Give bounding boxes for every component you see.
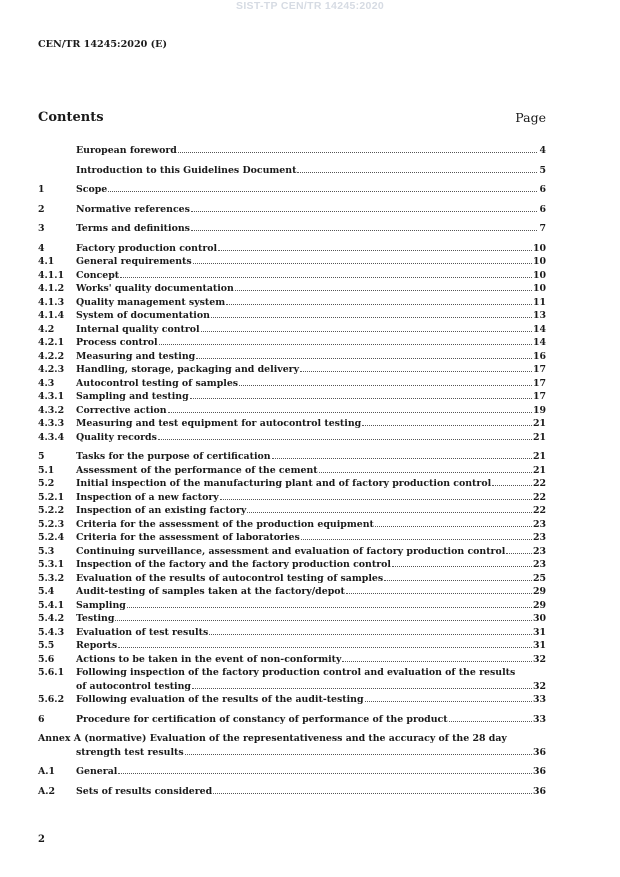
page-number: 2 [38, 834, 45, 845]
toc-entry-title-line2: of autocontrol testing [76, 680, 191, 692]
toc-entry[interactable] [38, 785, 546, 799]
toc-entry-title: Procedure for certification of constancy of performance of the product [76, 713, 448, 725]
toc-entry[interactable] [38, 296, 546, 310]
watermark: SIST-TP CEN/TR 14245:2020 [236, 0, 384, 12]
toc-entry[interactable] [38, 282, 546, 296]
toc-entry-page: 21 [532, 451, 546, 462]
toc-entry-page: 23 [532, 518, 546, 530]
toc-entry-title: Criteria for the assessment of laboratories [76, 532, 300, 543]
toc-entry[interactable] [38, 504, 546, 518]
toc-entry-title: Sampling and testing [76, 391, 189, 402]
dot-leader [239, 385, 532, 386]
toc-entry[interactable] [38, 491, 546, 505]
toc-entry-title: Quality records [76, 431, 157, 443]
toc-entry-title: Sets of results considered [76, 785, 213, 797]
toc-entry-title: Measuring and test equipment for autocontrol testing [76, 418, 362, 429]
toc-entry-number: 5.2.4 [38, 532, 65, 543]
dot-leader [115, 620, 532, 621]
toc-entry[interactable] [38, 558, 546, 572]
dot-leader [297, 172, 537, 173]
toc-entry-page: 23 [532, 532, 546, 543]
toc-entry[interactable] [38, 585, 546, 599]
toc-entry-page: 36 [532, 746, 546, 758]
toc-entry-page: 29 [532, 599, 546, 611]
toc-entry-page: 17 [532, 391, 546, 402]
toc-entry-number: 4.2 [38, 323, 55, 335]
dot-leader [247, 512, 532, 513]
dot-leader [384, 580, 532, 581]
toc-entry-page: 22 [532, 478, 546, 489]
toc-entry-title: Inspection of a new factory [76, 491, 219, 503]
toc-entry-number: 3 [38, 223, 45, 234]
contents-header [38, 110, 546, 130]
toc-entry[interactable] [38, 477, 546, 491]
toc-entry[interactable] [38, 222, 546, 236]
toc-entry[interactable] [38, 309, 546, 323]
dot-leader [159, 344, 532, 345]
toc-entry[interactable] [38, 255, 546, 269]
toc-entry-title: Terms and definitions [76, 223, 190, 234]
toc-entry[interactable] [38, 518, 546, 532]
toc-entry-page: 36 [532, 785, 546, 797]
toc-entry-page: 31 [532, 640, 546, 651]
toc-entry-page: 23 [532, 545, 546, 557]
toc-entry-page: 4 [539, 145, 546, 156]
toc-entry[interactable] [38, 666, 546, 693]
toc-entry-page: 6 [539, 203, 546, 215]
toc-entry-title-continued [76, 680, 546, 694]
toc-entry-number: 6 [38, 713, 45, 725]
toc-entry[interactable] [38, 242, 546, 256]
toc-entry[interactable] [38, 417, 546, 431]
toc-entry-title: Measuring and testing [76, 350, 196, 362]
toc-entry-page: 16 [532, 350, 546, 362]
toc-entry-title: Evaluation of test results [76, 626, 209, 638]
toc-entry[interactable] [38, 545, 546, 559]
toc-entry[interactable] [38, 377, 546, 391]
toc-entry[interactable] [38, 404, 546, 418]
toc-entry-number: 5.6 [38, 653, 55, 665]
toc-entry[interactable] [38, 531, 546, 545]
toc-entry[interactable] [38, 390, 546, 404]
toc-entry[interactable] [38, 183, 546, 197]
toc-entry-number: 4.3 [38, 377, 55, 389]
toc-entry-page: 33 [532, 694, 546, 705]
toc-entry-title: Following evaluation of the results of the audit-testing [76, 694, 364, 705]
toc-entry-title: Criteria for the assessment of the production equipment [76, 518, 374, 530]
annex-title: Annex A (normative) Evaluation of the representativeness and the accuracy of the 28 day [38, 733, 507, 744]
toc-entry-page: 6 [539, 184, 546, 195]
toc-entry-title: Concept [76, 269, 120, 281]
dot-leader [168, 412, 532, 413]
document-id: CEN/TR 14245:2020 (E) [38, 39, 168, 50]
toc-entry-page: 21 [532, 418, 546, 429]
toc-entry[interactable] [38, 144, 546, 158]
dot-leader [301, 539, 532, 540]
toc-entry-number: 2 [38, 203, 45, 215]
toc-entry-title: Reports [76, 640, 118, 651]
toc-entry-number: 5.3.1 [38, 559, 65, 570]
toc-entry-title: Handling, storage, packaging and delivery [76, 364, 300, 375]
dot-leader [209, 634, 532, 635]
toc-entry[interactable] [38, 599, 546, 613]
toc-entry-number: 5.4.1 [38, 599, 65, 611]
table-of-contents [38, 144, 546, 798]
toc-entry[interactable] [38, 336, 546, 350]
toc-entry-page: 29 [532, 586, 546, 597]
dot-leader [365, 701, 532, 702]
toc-entry[interactable] [38, 626, 546, 640]
toc-entry-title: Continuing surveillance, assessment and evaluation of factory production control [76, 545, 506, 557]
toc-entry-page: 10 [532, 269, 546, 281]
dot-leader [392, 566, 532, 567]
toc-entry-number: A.2 [38, 785, 56, 797]
toc-entry[interactable] [38, 612, 546, 626]
toc-entry-page: 5 [539, 164, 546, 176]
contents-title: Contents [38, 110, 104, 125]
toc-entry-page: 32 [532, 680, 546, 692]
toc-entry-number: 5.4 [38, 586, 55, 597]
toc-entry[interactable] [38, 363, 546, 377]
toc-entry-annex-a[interactable] [38, 732, 546, 759]
dot-leader [118, 773, 532, 774]
toc-entry-page: 21 [532, 431, 546, 443]
toc-entry[interactable] [38, 323, 546, 337]
toc-entry[interactable] [38, 350, 546, 364]
toc-entry-page: 10 [532, 242, 546, 254]
toc-entry-number: 5.2.3 [38, 518, 65, 530]
toc-entry-number: 4.2.3 [38, 364, 65, 375]
toc-entry-number: 4.3.3 [38, 418, 65, 429]
dot-leader [196, 358, 532, 359]
toc-entry-page: 32 [532, 653, 546, 665]
toc-entry[interactable] [38, 572, 546, 586]
toc-entry-number: 4.3.1 [38, 391, 65, 402]
toc-entry-number: 5.4.3 [38, 626, 65, 638]
toc-entry-number: 5.2.2 [38, 505, 65, 516]
annex-title-continued [38, 746, 546, 760]
toc-entry-page: 14 [532, 337, 546, 348]
toc-entry-number: 5.3 [38, 545, 55, 557]
dot-leader [213, 793, 532, 794]
dot-leader [118, 647, 532, 648]
toc-entry-page: 14 [532, 323, 546, 335]
toc-entry-page: 23 [532, 559, 546, 570]
toc-entry[interactable] [38, 464, 546, 478]
dot-leader [506, 553, 532, 554]
toc-entry-number: 5.2.1 [38, 491, 65, 503]
toc-entry-title: Introduction to this Guidelines Document [76, 164, 297, 176]
toc-entry-title: Works' quality documentation [76, 283, 234, 294]
toc-entry-page: 22 [532, 505, 546, 516]
toc-entry-title: Corrective action [76, 404, 167, 416]
toc-entry-number: 1 [38, 184, 45, 195]
dot-leader [342, 661, 532, 662]
toc-entry-title: Following inspection of the factory production control and evaluation of the results [76, 667, 516, 678]
toc-entry-title: Initial inspection of the manufacturing plant and of factory production control [76, 478, 492, 489]
toc-entry-number: 4.2.1 [38, 337, 65, 348]
toc-entry-page: 31 [532, 626, 546, 638]
toc-entry-number: 4.1 [38, 256, 55, 267]
dot-leader [362, 425, 532, 426]
toc-entry-page: 7 [539, 223, 546, 234]
dot-leader [108, 191, 537, 192]
toc-entry-title: Tasks for the purpose of certification [76, 451, 271, 462]
toc-entry-number: 5.1 [38, 464, 55, 476]
toc-entry-title: Actions to be taken in the event of non-conformity [76, 653, 342, 665]
toc-entry-page: 36 [532, 766, 546, 777]
toc-entry[interactable] [38, 203, 546, 217]
toc-entry-number: 5.5 [38, 640, 55, 651]
dot-leader [191, 211, 537, 212]
dot-leader [158, 439, 532, 440]
toc-entry-title: Assessment of the performance of the cement [76, 464, 318, 476]
toc-entry-number: 5.3.2 [38, 572, 65, 584]
toc-entry-title: Factory production control [76, 242, 218, 254]
toc-entry-title: Inspection of the factory and the factory production control [76, 559, 391, 570]
page-column-label: Page [515, 110, 546, 125]
toc-entry-number: 4.2.2 [38, 350, 65, 362]
dot-leader [127, 607, 532, 608]
dot-leader [190, 398, 532, 399]
toc-entry-title: European foreword [76, 145, 177, 156]
toc-entry[interactable] [38, 639, 546, 653]
toc-entry[interactable] [38, 713, 546, 727]
toc-entry[interactable] [38, 269, 546, 283]
toc-entry-title: Normative references [76, 203, 190, 215]
toc-entry-title: Internal quality control [76, 323, 200, 335]
dot-leader [226, 304, 532, 305]
toc-entry-number: 4.1.1 [38, 269, 65, 281]
dot-leader [178, 152, 537, 153]
annex-title-line2: strength test results [76, 746, 184, 758]
toc-entry[interactable] [38, 765, 546, 779]
toc-entry[interactable] [38, 431, 546, 445]
toc-entry-number: 4.3.4 [38, 431, 65, 443]
dot-leader [449, 721, 532, 722]
toc-entry-number: 4.1.3 [38, 296, 65, 308]
toc-entry[interactable] [38, 164, 546, 178]
dot-leader [300, 371, 532, 372]
toc-entry-number: 5 [38, 451, 45, 462]
toc-entry-number: 5.2 [38, 478, 55, 489]
toc-entry-title: Autocontrol testing of samples [76, 377, 239, 389]
dot-leader [192, 688, 532, 689]
dot-leader [492, 485, 532, 486]
dot-leader [220, 499, 532, 500]
toc-entry-title: Inspection of an existing factory [76, 505, 247, 516]
dot-leader [191, 230, 537, 231]
dot-leader [218, 250, 532, 251]
toc-entry-page: 30 [532, 613, 546, 624]
toc-entry-page: 11 [532, 296, 546, 308]
toc-entry-title: Sampling [76, 599, 126, 611]
toc-entry-title: Audit-testing of samples taken at the factory/depot [76, 586, 345, 597]
toc-entry-page: 10 [532, 283, 546, 294]
toc-entry-page: 21 [532, 464, 546, 476]
toc-entry-number: 4.3.2 [38, 404, 65, 416]
toc-entry-title: Process control [76, 337, 158, 348]
toc-entry-page: 25 [532, 572, 546, 584]
toc-entry-title: Testing [76, 613, 115, 624]
dot-leader [201, 331, 532, 332]
toc-entry-number: 4.1.4 [38, 310, 65, 321]
toc-entry[interactable] [38, 653, 546, 667]
toc-entry-number: 4 [38, 242, 45, 254]
toc-entry-page: 13 [532, 310, 546, 321]
toc-entry[interactable] [38, 693, 546, 707]
toc-entry-number: 4.1.2 [38, 283, 65, 294]
toc-entry-page: 22 [532, 491, 546, 503]
toc-entry-number: 5.6.2 [38, 694, 65, 705]
toc-entry-title: System of documentation [76, 310, 210, 321]
dot-leader [211, 317, 532, 318]
toc-entry-title: Scope [76, 184, 108, 195]
toc-entry-page: 17 [532, 377, 546, 389]
toc-entry-number: 5.6.1 [38, 667, 65, 678]
dot-leader [346, 593, 532, 594]
toc-entry-body [76, 666, 546, 693]
toc-entry-page: 33 [532, 713, 546, 725]
toc-entry-title: Quality management system [76, 296, 226, 308]
toc-entry-number: 5.4.2 [38, 613, 65, 624]
toc-entry-title: General [76, 766, 118, 777]
dot-leader [272, 458, 532, 459]
toc-entry-number: A.1 [38, 766, 56, 777]
toc-entry-title: General requirements [76, 256, 192, 267]
dot-leader [185, 754, 532, 755]
dot-leader [193, 263, 532, 264]
dot-leader [375, 526, 532, 527]
toc-entry-page: 10 [532, 256, 546, 267]
dot-leader [235, 290, 532, 291]
dot-leader [120, 277, 532, 278]
toc-entry-page: 19 [532, 404, 546, 416]
toc-entry[interactable] [38, 450, 546, 464]
toc-entry-page: 17 [532, 364, 546, 375]
dot-leader [319, 472, 532, 473]
toc-entry-title: Evaluation of the results of autocontrol testing of samples [76, 572, 384, 584]
